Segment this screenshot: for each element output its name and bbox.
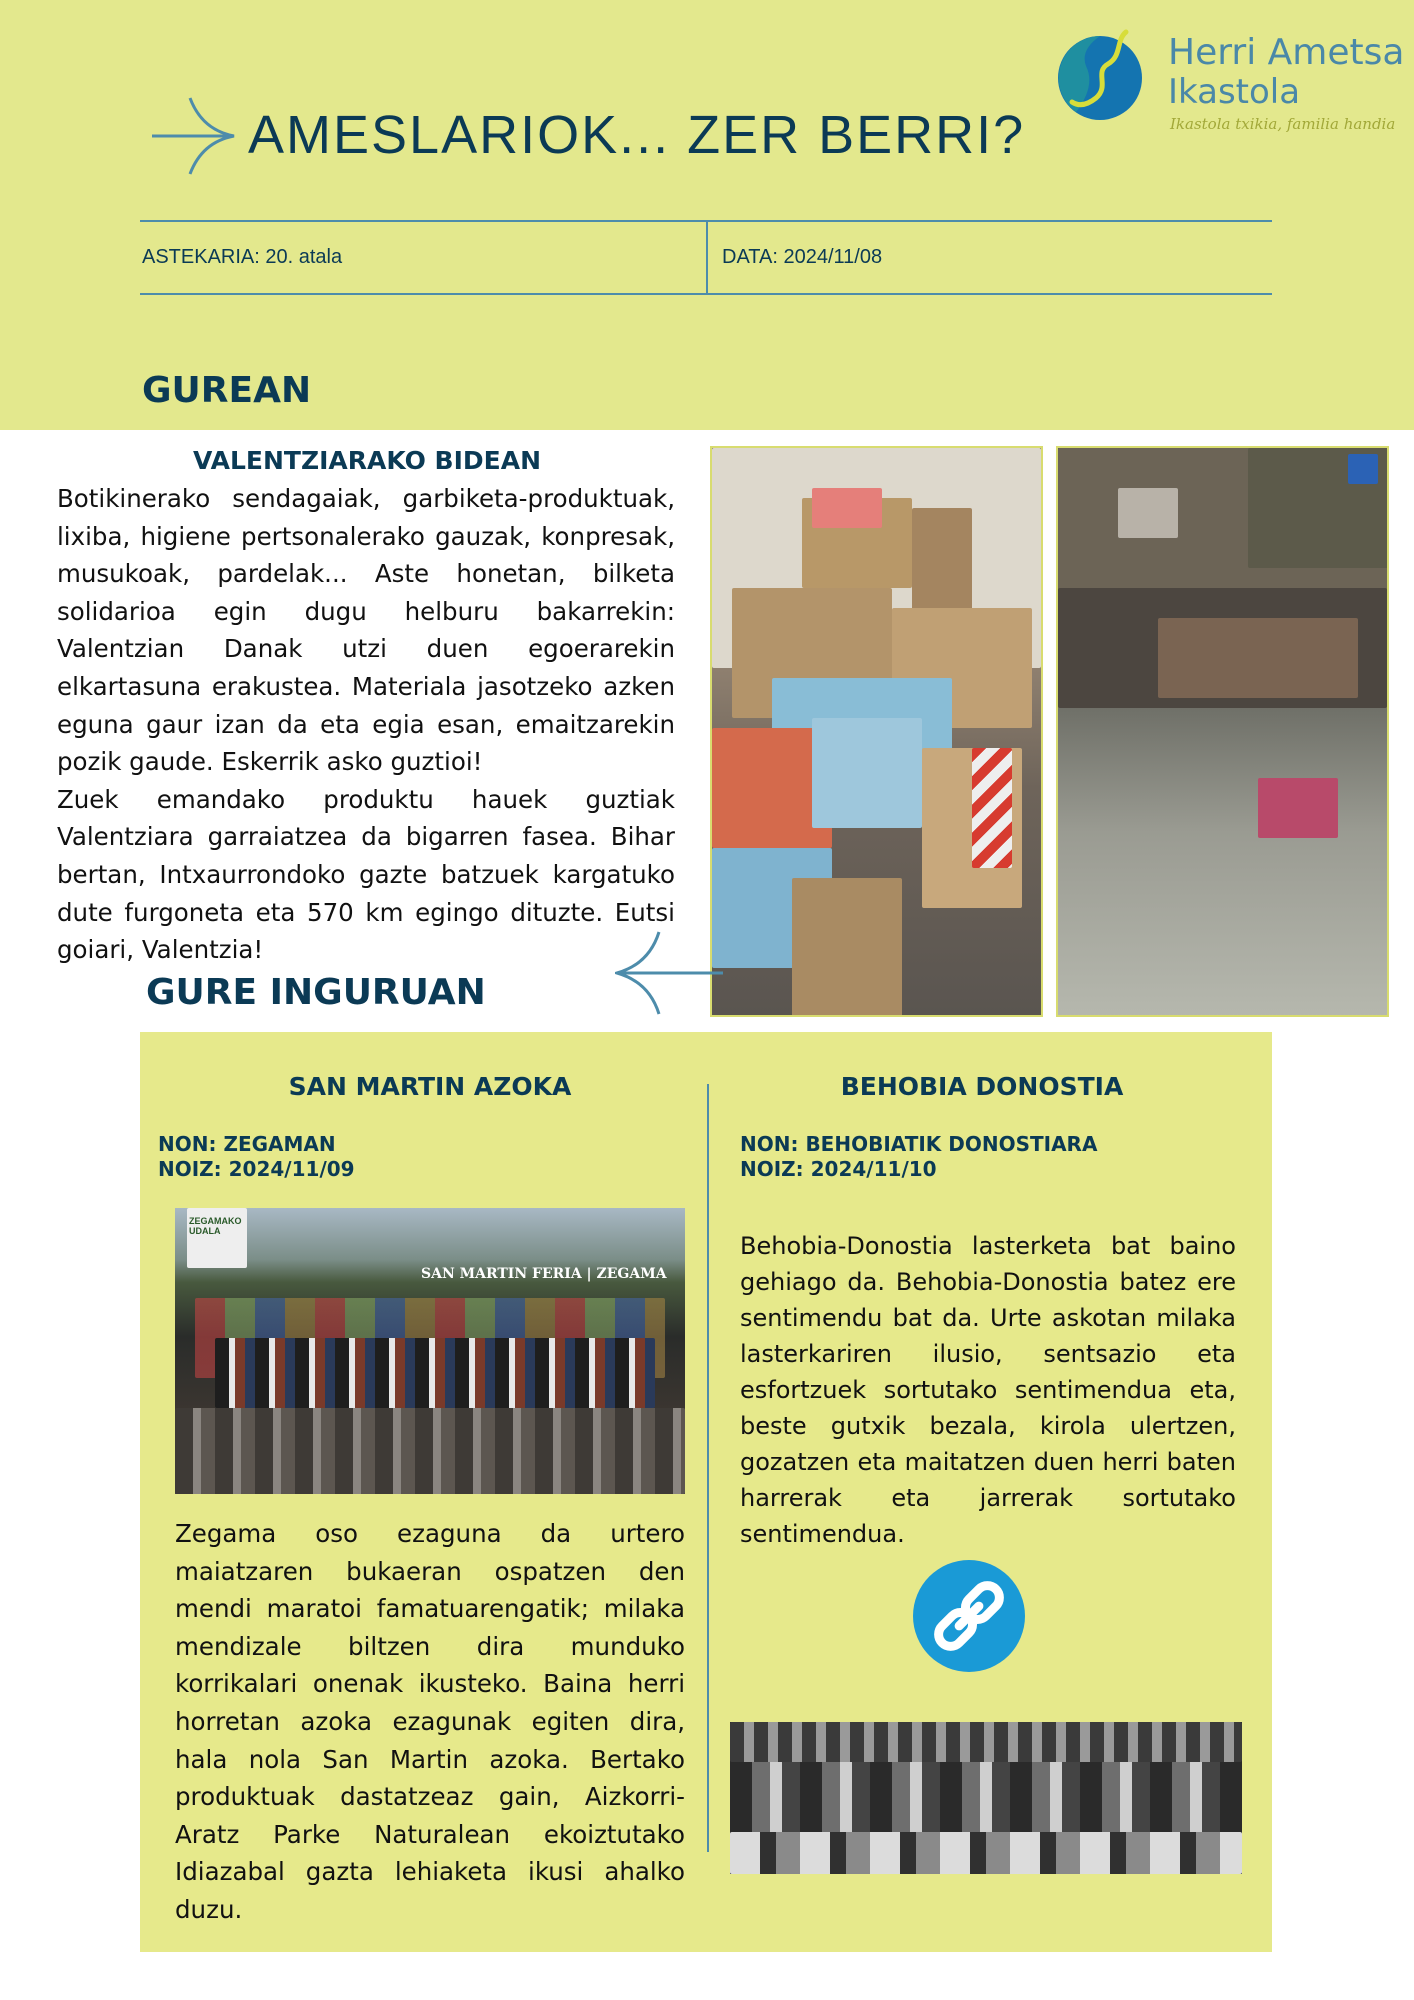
event-title-san-martin: SAN MARTIN AZOKA (288, 1072, 572, 1101)
logo-title: Herri Ametsa (1168, 32, 1405, 73)
herri-ametsa-logo-icon (1056, 26, 1152, 122)
link-icon (913, 1560, 1025, 1672)
section-heading-gurean: GUREAN (142, 370, 312, 411)
arrow-right-icon (150, 96, 238, 176)
flood-photo (1056, 446, 1389, 1017)
logo-tagline: Ikastola txikia, familia handia (1170, 115, 1396, 133)
logo-subtitle: Ikastola (1168, 72, 1301, 112)
feria-logo-text: ZEGAMAKO UDALA (189, 1216, 242, 1236)
feria-banner-text: SAN MARTIN FERIA | ZEGAMA (421, 1266, 667, 1282)
article-body (57, 480, 675, 969)
event-title-behobia: BEHOBIA DONOSTIA (840, 1072, 1124, 1101)
san-martin-feria-photo (175, 1208, 685, 1494)
san-martin-body: Zegama oso ezaguna da urtero maiatzaren bukaeran ospatzen den mendi maratoi famatuarengatik; milaka mendizale biltzen dira munduko korrikalari onenak ikusteko. Baina herri horretan azoka ezagunak egiten dira, hala nola San Martin azoka. Bertako produktuak dastatzeaz gain, Aizkorri-Aratz Parke Naturalean ekoiztutako Idiazabal gazta lehiaketa ikusi ahalko duzu. (175, 1519, 685, 1924)
behobia-body: Behobia-Donostia lasterketa bat baino gehiago da. Behobia-Donostia batez ere sentimendu bat da. Urte askotan milaka lasterkariren ilusio, sentsazio eta esfortzuek sortutako sentimendua eta, beste gutxik bezala, kirola ulertzen, gozatzen eta maitatzen duen herri baten harrerak eta jarrerak sortutako sentimendua. (740, 1232, 1236, 1548)
behobia-link-button[interactable] (913, 1560, 1025, 1672)
page-title: AMESLARIOK... ZER BERRI? (248, 105, 1026, 165)
arrow-left-icon (615, 930, 725, 1016)
article-paragraph-2: Zuek emandako produktu hauek guztiak Valentziara garraiatzea da bigarren fasea. Bihar bertan, Intxaurrondoko gazte batzuek kargatuko dute furgoneta eta 570 km egingo dituzte. Eutsi goiari, Valentzia! (57, 784, 675, 965)
event-when-san-martin: NOIZ: 2024/11/09 (158, 1157, 355, 1181)
issue-label: ASTEKARIA: 20. atala (142, 246, 343, 268)
event-when-behobia: NOIZ: 2024/11/10 (740, 1157, 937, 1181)
event-where-san-martin: NON: ZEGAMAN (158, 1132, 336, 1156)
header-divider (706, 220, 708, 295)
date-label: DATA: 2024/11/08 (722, 246, 883, 268)
events-divider (707, 1084, 709, 1852)
article-paragraph-1: Botikinerako sendagaiak, garbiketa-produktuak, lixiba, higiene pertsonalerako gauzak, konpresak, musukoak, pardelak... Aste honetan, bilketa solidarioa egin dugu helburu bakarrekin: Valentzian Danak utzi duen egoerarekin elkartasuna erakustea. Materiala jasotzeko azken eguna gaur izan da eta egia esan, emaitzarekin pozik gaude. Eskerrik asko guztioi! (57, 484, 675, 777)
article-title: VALENTZIARAKO BIDEAN (192, 446, 542, 475)
section-heading-gure-inguruan: GURE INGURUAN (146, 972, 486, 1013)
donations-photo (710, 446, 1043, 1017)
behobia-runners-photo (730, 1722, 1242, 1874)
event-where-behobia: NON: BEHOBIATIK DONOSTIARA (740, 1132, 1098, 1156)
